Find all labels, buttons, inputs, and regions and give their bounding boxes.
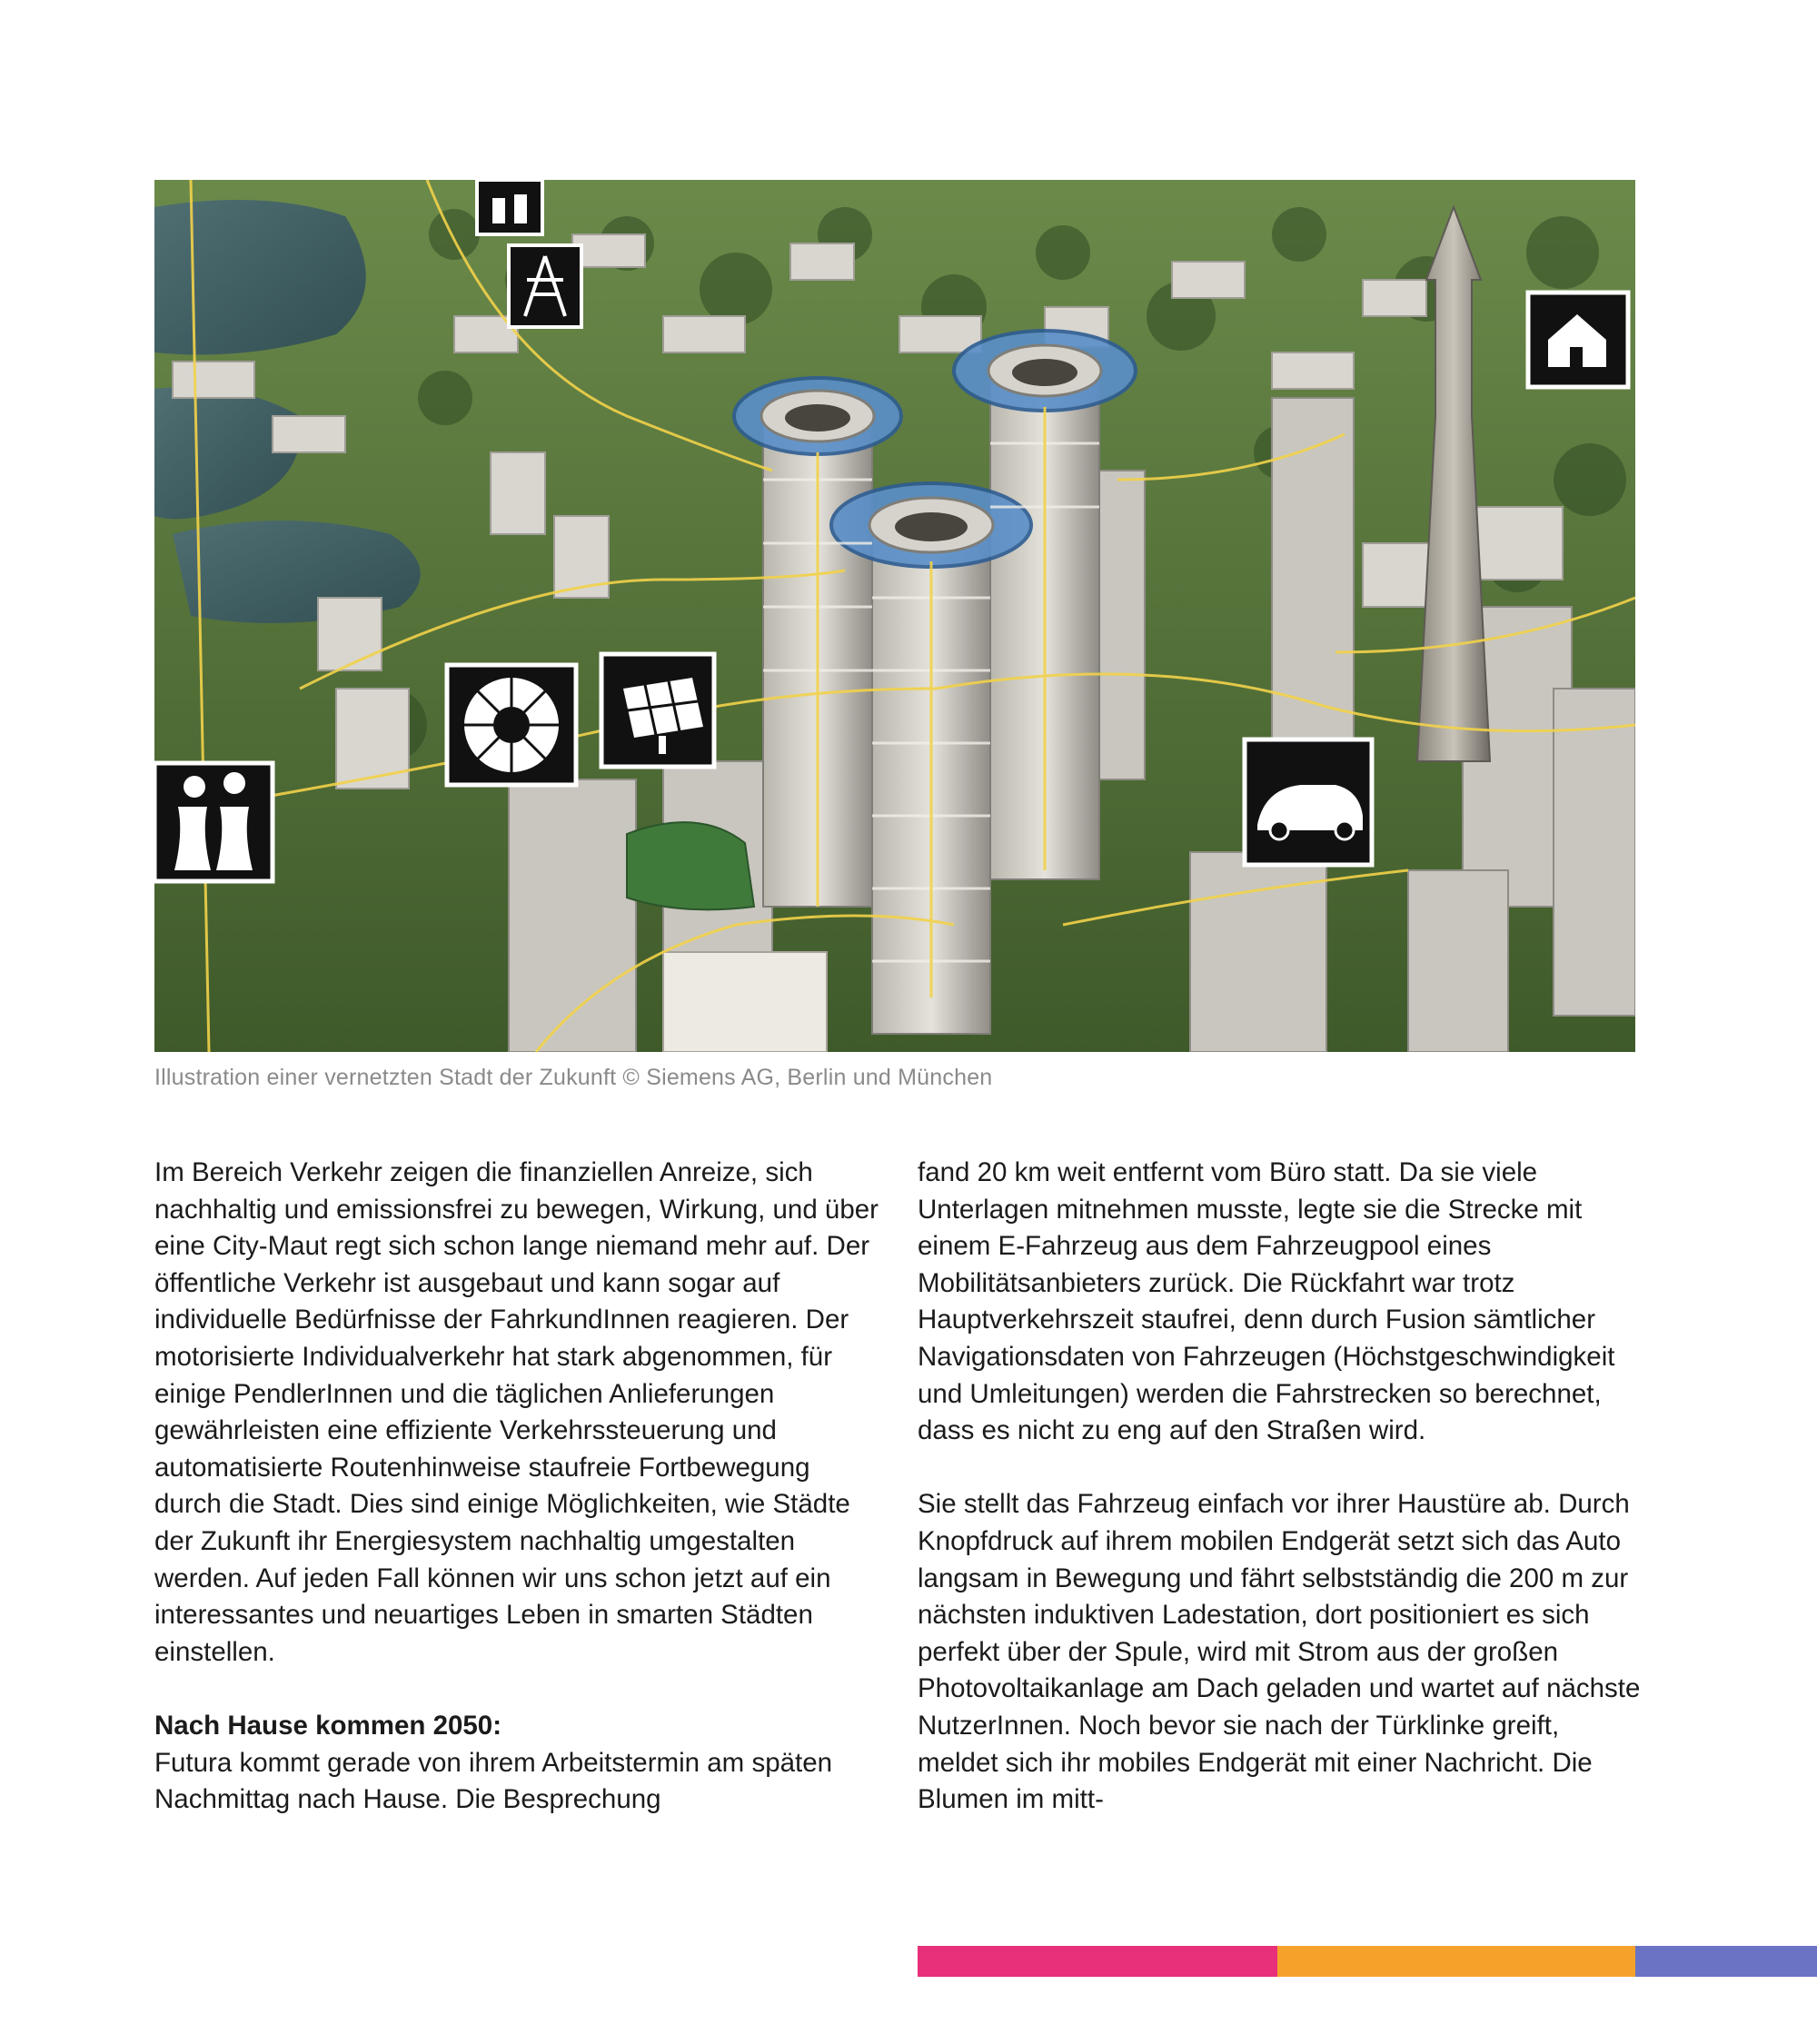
paragraph-gap bbox=[154, 1671, 881, 1708]
house-icon bbox=[1528, 293, 1628, 387]
city-illustration bbox=[154, 180, 1635, 1052]
footer-color-bar-orange bbox=[1277, 1946, 1635, 1977]
lake bbox=[173, 521, 421, 623]
body-paragraph: fand 20 km weit entfernt vom Büro statt. Da sie viele Unterlagen mitnehmen musste, legte sie die Strecke mit einem E-Fahrzeug aus dem Fahrzeugpool eines Mobilitätsanbieters zurück. Die Rückfahrt war trotz Hauptverkehrszeit staufrei, denn durch Fusion sämtlicher Navigationsdaten von Fahrzeugen (Höchstgeschwindigkeit und Umleitungen) werden die Fahrstrecken so berechnet, dass es nicht zu eng auf den Straßen wird. bbox=[918, 1157, 1615, 1446]
foreground-building bbox=[663, 952, 827, 1052]
footer-color-bar-pink bbox=[918, 1946, 1277, 1977]
lake bbox=[154, 200, 366, 355]
body-paragraph: Im Bereich Verkehr zeigen die finanziellen Anreize, sich nachhaltig und emissionsfrei zu bewegen, Wirkung, und über eine City-Maut regt sich schon lange niemand mehr auf. Der öffentliche Verkehr ist ausgebaut und kann sogar auf individuelle Bedürfnisse der FahrkundInnen reagieren. Der motorisierte Individualverkehr hat stark abgenommen, für einige PendlerInnen und die täglichen Anlieferungen gewährleisten eine effiziente Verkehrssteuerung und automatisierte Routenhinweise staufreie Fortbewegung durch die Stadt. Dies sind einige Möglichkeiten, wie Städte der Zukunft ihr Energiesystem nachhaltig umgestalten werden. Auf jeden Fall können wir uns schon jetzt auf ein interessantes und neuartiges Leben in smarten Städten einstellen. bbox=[154, 1157, 879, 1667]
transmission-tower-icon bbox=[509, 245, 581, 327]
electric-car-icon bbox=[1245, 739, 1372, 865]
green-roof bbox=[627, 822, 754, 909]
power-plant-icon bbox=[477, 180, 542, 234]
wind-turbine-icon bbox=[447, 665, 576, 785]
paragraph-gap bbox=[918, 1450, 1644, 1487]
city-illustration-art bbox=[154, 180, 1635, 1052]
section-subheading: Nach Hause kommen 2050: bbox=[154, 1710, 502, 1741]
footer-color-bar-blue bbox=[1635, 1946, 1817, 1977]
body-paragraph: Futura kommt gerade von ihrem Arbeitstermin am späten Nachmittag nach Hause. Die Besprechung bbox=[154, 1747, 833, 1815]
text-column-left bbox=[154, 1155, 881, 1819]
solar-panel-icon bbox=[601, 654, 714, 767]
cooling-tower-icon bbox=[154, 763, 273, 881]
text-column-right bbox=[918, 1155, 1644, 1819]
body-paragraph: Sie stellt das Fahrzeug einfach vor ihrer Haustüre ab. Durch Knopfdruck auf ihrem mobilen Endgerät setzt sich das Auto langsam in Bewegung und fährt selbstständig die 200 m zur nächsten induktiven Ladestation, dort positioniert es sich perfekt über der Spule, wird mit Strom aus der großen Photovoltaikanlage am Dach geladen und wartet auf nächste NutzerInnen. Noch bevor sie nach der Türklinke greift, meldet sich ihr mobiles Endgerät mit einer Nachricht. Die Blumen im mitt- bbox=[918, 1489, 1641, 1815]
figure-caption: Illustration einer vernetzten Stadt der Zukunft © Siemens AG, Berlin und München bbox=[154, 1065, 993, 1090]
